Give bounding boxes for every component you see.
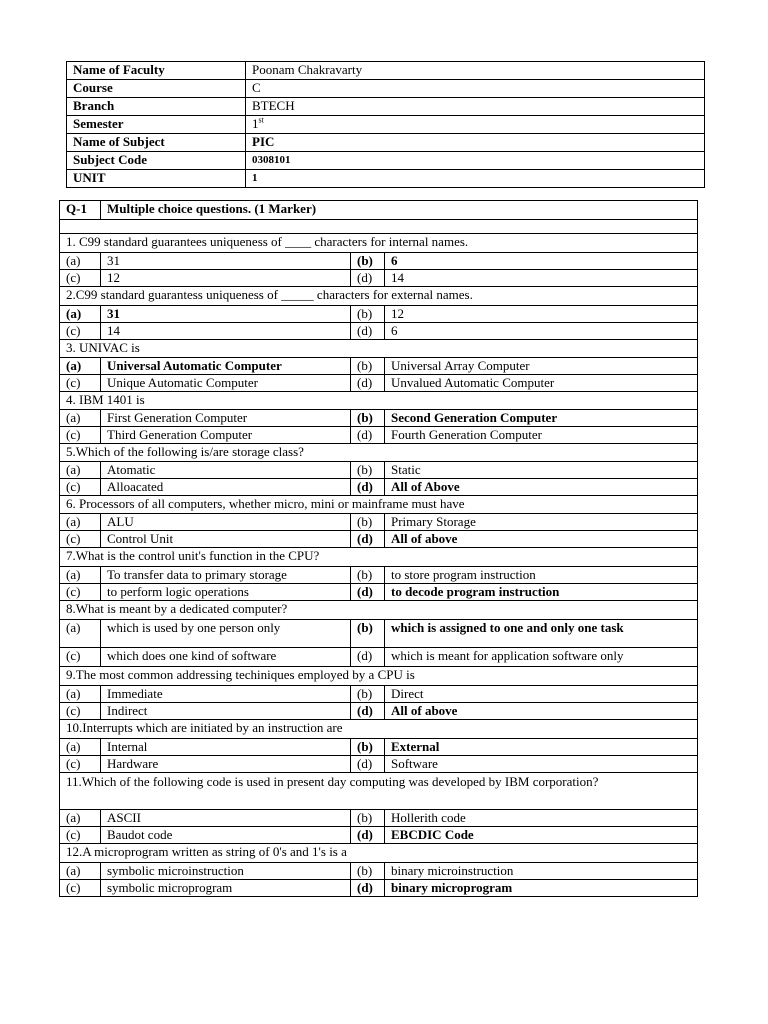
option-d-text: All of above: [385, 703, 698, 720]
option-row: [60, 306, 698, 323]
option-b-label: (b): [351, 514, 385, 531]
option-d-label: (d): [351, 584, 385, 601]
option-b-text: Primary Storage: [385, 514, 698, 531]
question-row: [60, 340, 698, 358]
option-c-text: symbolic microprogram: [101, 880, 351, 897]
question-row: [60, 548, 698, 567]
semester-row: [67, 116, 705, 134]
option-d-text: which is meant for application software only: [385, 648, 698, 667]
option-a-text: Internal: [101, 739, 351, 756]
option-d-text: Unvalued Automatic Computer: [385, 375, 698, 392]
option-b-label: (b): [351, 462, 385, 479]
option-c-label: (c): [60, 375, 101, 392]
faculty-label: Name of Faculty: [67, 62, 246, 80]
question-text: 4. IBM 1401 is: [60, 392, 698, 410]
question-text: 2.C99 standard guarantess uniqueness of _____ characters for external names.: [60, 287, 698, 306]
option-b-label: (b): [351, 620, 385, 648]
option-row: [60, 756, 698, 773]
option-d-text: EBCDIC Code: [385, 827, 698, 844]
option-d-text: Fourth Generation Computer: [385, 427, 698, 444]
option-row: [60, 514, 698, 531]
section-title: Multiple choice questions. (1 Marker): [101, 201, 698, 220]
option-a-text: symbolic microinstruction: [101, 863, 351, 880]
option-row: [60, 479, 698, 496]
question-row: [60, 844, 698, 863]
course-label: Course: [67, 80, 246, 98]
faculty-row: [67, 62, 705, 80]
option-row: [60, 358, 698, 375]
option-a-text: To transfer data to primary storage: [101, 567, 351, 584]
option-row: [60, 827, 698, 844]
option-c-text: 14: [101, 323, 351, 340]
subject-code-label: Subject Code: [67, 152, 246, 170]
question-row: [60, 601, 698, 620]
question-row: [60, 287, 698, 306]
option-row: [60, 620, 698, 648]
option-a-text: ASCII: [101, 810, 351, 827]
option-a-label: (a): [60, 514, 101, 531]
questions-table: [59, 200, 698, 897]
option-a-label: (a): [60, 620, 101, 648]
option-d-text: binary microprogram: [385, 880, 698, 897]
option-c-text: Control Unit: [101, 531, 351, 548]
option-a-label: (a): [60, 358, 101, 375]
semester-label: Semester: [67, 116, 246, 134]
option-row: [60, 648, 698, 667]
option-row: [60, 270, 698, 287]
option-b-text: Second Generation Computer: [385, 410, 698, 427]
option-a-text: Atomatic: [101, 462, 351, 479]
option-row: [60, 703, 698, 720]
option-b-text: 12: [385, 306, 698, 323]
option-a-text: Universal Automatic Computer: [101, 358, 351, 375]
option-a-text: First Generation Computer: [101, 410, 351, 427]
option-c-text: Hardware: [101, 756, 351, 773]
option-row: [60, 880, 698, 897]
option-c-text: Baudot code: [101, 827, 351, 844]
option-a-label: (a): [60, 410, 101, 427]
option-row: [60, 584, 698, 601]
option-d-label: (d): [351, 827, 385, 844]
option-a-label: (a): [60, 306, 101, 323]
option-b-label: (b): [351, 863, 385, 880]
option-d-text: 14: [385, 270, 698, 287]
branch-row: [67, 98, 705, 116]
option-c-label: (c): [60, 323, 101, 340]
option-c-text: Unique Automatic Computer: [101, 375, 351, 392]
question-text: 7.What is the control unit's function in the CPU?: [60, 548, 698, 567]
option-a-label: (a): [60, 686, 101, 703]
option-c-text: Indirect: [101, 703, 351, 720]
question-row: [60, 720, 698, 739]
option-b-text: to store program instruction: [385, 567, 698, 584]
question-row: [60, 234, 698, 253]
option-d-text: 6: [385, 323, 698, 340]
option-b-text: Static: [385, 462, 698, 479]
question-row: [60, 496, 698, 514]
unit-row: [67, 170, 705, 188]
option-a-text: 31: [101, 253, 351, 270]
option-b-text: 6: [385, 253, 698, 270]
course-info-table: [66, 61, 705, 188]
option-row: [60, 531, 698, 548]
option-d-label: (d): [351, 531, 385, 548]
option-c-label: (c): [60, 531, 101, 548]
option-c-label: (c): [60, 756, 101, 773]
option-d-label: (d): [351, 375, 385, 392]
question-text: 11.Which of the following code is used in present day computing was developed by IBM corporation?: [60, 773, 698, 810]
option-c-label: (c): [60, 880, 101, 897]
option-c-label: (c): [60, 703, 101, 720]
option-row: [60, 427, 698, 444]
unit-label: UNIT: [67, 170, 246, 188]
option-b-label: (b): [351, 253, 385, 270]
option-c-text: which does one kind of software: [101, 648, 351, 667]
semester-suffix: st: [258, 115, 264, 125]
question-text: 10.Interrupts which are initiated by an instruction are: [60, 720, 698, 739]
option-c-label: (c): [60, 648, 101, 667]
option-row: [60, 739, 698, 756]
option-b-label: (b): [351, 567, 385, 584]
option-b-label: (b): [351, 358, 385, 375]
section-number: Q-1: [60, 201, 101, 220]
option-d-label: (d): [351, 880, 385, 897]
option-d-text: Software: [385, 756, 698, 773]
option-b-label: (b): [351, 810, 385, 827]
option-c-label: (c): [60, 584, 101, 601]
option-b-text: Universal Array Computer: [385, 358, 698, 375]
subject-value: PIC: [246, 134, 705, 152]
branch-label: Branch: [67, 98, 246, 116]
option-d-label: (d): [351, 323, 385, 340]
question-text: 6. Processors of all computers, whether micro, mini or mainframe must have: [60, 496, 698, 514]
option-d-label: (d): [351, 703, 385, 720]
option-row: [60, 253, 698, 270]
option-d-text: All of above: [385, 531, 698, 548]
option-a-label: (a): [60, 567, 101, 584]
subject-code-row: [67, 152, 705, 170]
option-d-label: (d): [351, 648, 385, 667]
question-row: [60, 773, 698, 810]
faculty-value: Poonam Chakravarty: [246, 62, 705, 80]
option-b-text: Direct: [385, 686, 698, 703]
option-row: [60, 410, 698, 427]
option-c-text: Alloacated: [101, 479, 351, 496]
option-b-label: (b): [351, 686, 385, 703]
option-a-text: Immediate: [101, 686, 351, 703]
option-row: [60, 863, 698, 880]
option-row: [60, 375, 698, 392]
option-a-text: ALU: [101, 514, 351, 531]
course-row: [67, 80, 705, 98]
option-c-text: 12: [101, 270, 351, 287]
option-d-label: (d): [351, 427, 385, 444]
option-a-text: which is used by one person only: [101, 620, 351, 648]
semester-cell: [246, 116, 705, 134]
option-b-text: which is assigned to one and only one task: [385, 620, 698, 648]
option-row: [60, 810, 698, 827]
option-row: [60, 567, 698, 584]
question-text: 9.The most common addressing techiniques employed by a CPU is: [60, 667, 698, 686]
option-c-label: (c): [60, 479, 101, 496]
unit-value: 1: [246, 170, 705, 188]
option-row: [60, 686, 698, 703]
question-row: [60, 444, 698, 462]
option-b-label: (b): [351, 739, 385, 756]
option-a-label: (a): [60, 739, 101, 756]
option-c-text: Third Generation Computer: [101, 427, 351, 444]
option-d-text: to decode program instruction: [385, 584, 698, 601]
option-a-label: (a): [60, 462, 101, 479]
option-d-label: (d): [351, 270, 385, 287]
option-b-text: Hollerith code: [385, 810, 698, 827]
option-a-label: (a): [60, 810, 101, 827]
branch-value: BTECH: [246, 98, 705, 116]
option-row: [60, 462, 698, 479]
option-c-label: (c): [60, 427, 101, 444]
option-a-label: (a): [60, 253, 101, 270]
question-text: 1. C99 standard guarantees uniqueness of ____ characters for internal names.: [60, 234, 698, 253]
section-header-row: [60, 201, 698, 220]
course-value: C: [246, 80, 705, 98]
subject-label: Name of Subject: [67, 134, 246, 152]
option-b-label: (b): [351, 306, 385, 323]
spacer-row: [60, 220, 698, 234]
option-d-label: (d): [351, 756, 385, 773]
option-b-text: binary microinstruction: [385, 863, 698, 880]
option-a-text: 31: [101, 306, 351, 323]
question-text: 3. UNIVAC is: [60, 340, 698, 358]
subject-code-value: 0308101: [246, 152, 705, 170]
option-c-label: (c): [60, 270, 101, 287]
option-d-text: All of Above: [385, 479, 698, 496]
question-text: 12.A microprogram written as string of 0's and 1's is a: [60, 844, 698, 863]
option-b-text: External: [385, 739, 698, 756]
semester-value: 1: [252, 116, 259, 131]
option-c-label: (c): [60, 827, 101, 844]
option-c-text: to perform logic operations: [101, 584, 351, 601]
option-a-label: (a): [60, 863, 101, 880]
spacer-cell: [60, 220, 698, 234]
subject-row: [67, 134, 705, 152]
question-row: [60, 667, 698, 686]
option-row: [60, 323, 698, 340]
option-b-label: (b): [351, 410, 385, 427]
question-text: 5.Which of the following is/are storage class?: [60, 444, 698, 462]
question-text: 8.What is meant by a dedicated computer?: [60, 601, 698, 620]
question-row: [60, 392, 698, 410]
option-d-label: (d): [351, 479, 385, 496]
